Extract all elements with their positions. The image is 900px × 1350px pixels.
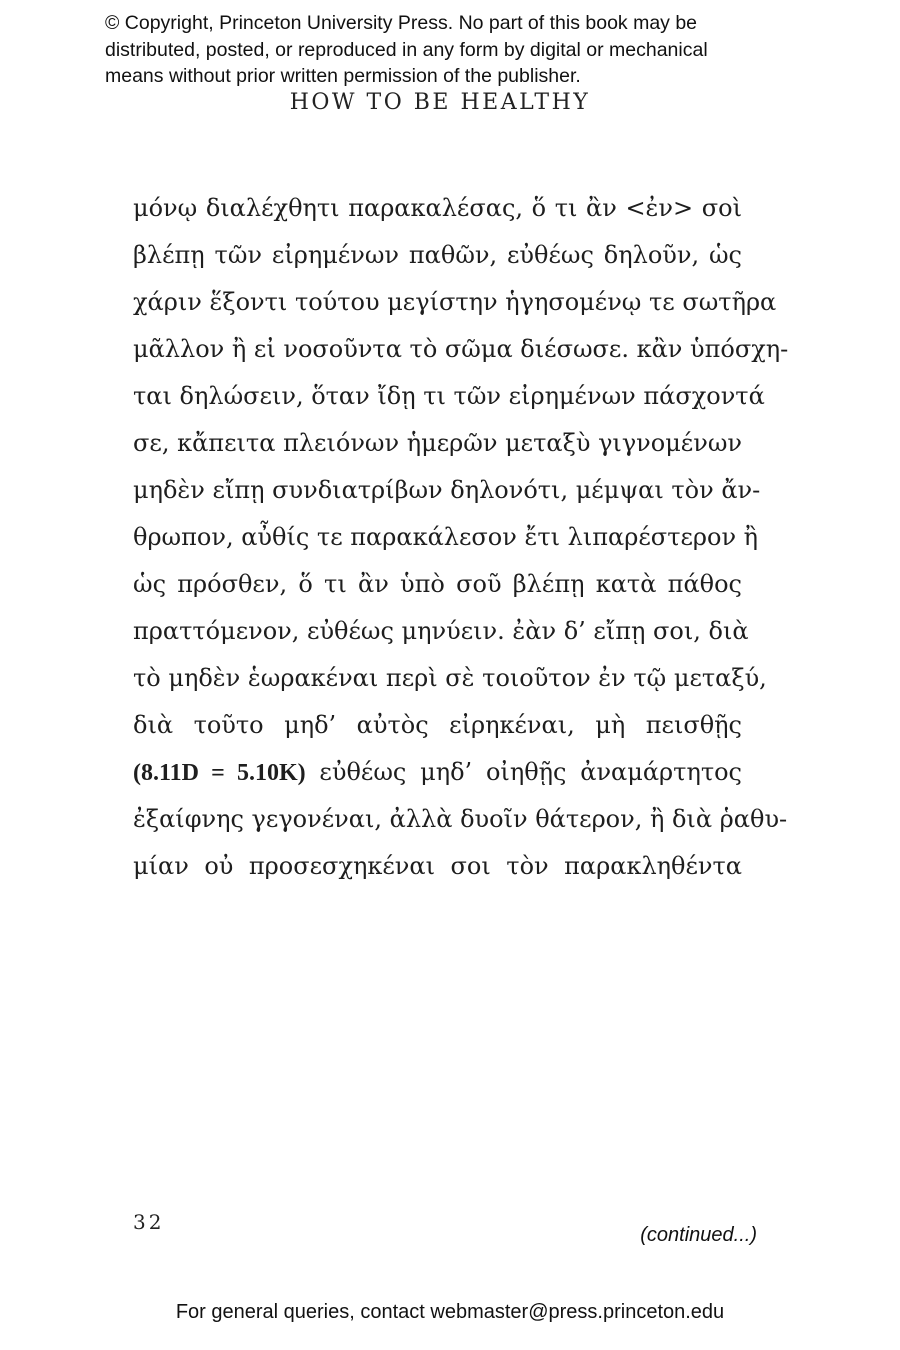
text-line: χάριν ἕξοντι τούτου μεγίστην ἡγησομένῳ τε σωτῆρα [133,288,777,316]
text-line: ται δηλώσειν, ὅταν ἴδῃ τι τῶν εἰρημένων πάσχοντά [133,382,765,410]
text-line: πραττόμενον, εὐθέως μηνύειν. ἐὰν δ’ εἴπῃ σοι, διὰ [133,617,749,645]
text-line: μόνῳ διαλέχθητι παρακαλέσας, ὅ τι ἂν <ἐν> σοὶ [133,194,742,222]
continued-note: (continued...) [640,1224,757,1246]
copyright-line: means without prior written permission of the publisher. [105,65,581,87]
text-line: βλέπῃ τῶν εἰρημένων παθῶν, εὐθέως δηλοῦν, ὡς [133,241,742,269]
text-line-with-reference [133,749,742,796]
text-line: μηδὲν εἴπῃ συνδιατρίβων δηλονότι, μέμψαι τὸν ἄν- [133,476,761,504]
text-line: μᾶλλον ἢ εἰ νοσοῦντα τὸ σῶμα διέσωσε. κἂν ὑπόσχη- [133,335,789,363]
text-line-rest: εὐθέως μηδ’ οἰηθῇς ἀναμάρτητος [319,758,742,786]
text-line: θρωπον, αὖθίς τε παρακάλεσον ἔτι λιπαρέστερον ἢ [133,523,759,551]
cross-reference-marker: (8.11D = 5.10K) [133,760,306,786]
copyright-notice [105,10,825,90]
text-line: τὸ μηδὲν ἑωρακέναι περὶ σὲ τοιοῦτον ἐν τῷ μεταξύ, [133,664,767,692]
text-line: μίαν οὐ προσεσχηκέναι σοι τὸν παρακληθέντα [133,852,742,880]
text-line: ὡς πρόσθεν, ὅ τι ἂν ὑπὸ σοῦ βλέπῃ κατὰ πάθος [133,570,742,598]
running-head: HOW TO BE HEALTHY [289,90,591,115]
text-line: σε, κἄπειτα πλειόνων ἡμερῶν μεταξὺ γιγνομένων [133,429,742,457]
text-line: διὰ τοῦτο μηδ’ αὐτὸς εἰρηκέναι, μὴ πεισθῇς [133,711,742,739]
copyright-line: © Copyright, Princeton University Press. No part of this book may be [105,12,698,34]
text-line: ἐξαίφνης γεγονέναι, ἀλλὰ δυοῖν θάτερον, ἢ διὰ ῥαθυ- [133,805,788,833]
page-number: 32 [133,1210,165,1234]
copyright-line: distributed, posted, or reproduced in any form by digital or mechanical [105,38,708,61]
footer-contact: For general queries, contact webmaster@press.princeton.edu [175,1301,725,1323]
greek-body-text [133,185,789,890]
